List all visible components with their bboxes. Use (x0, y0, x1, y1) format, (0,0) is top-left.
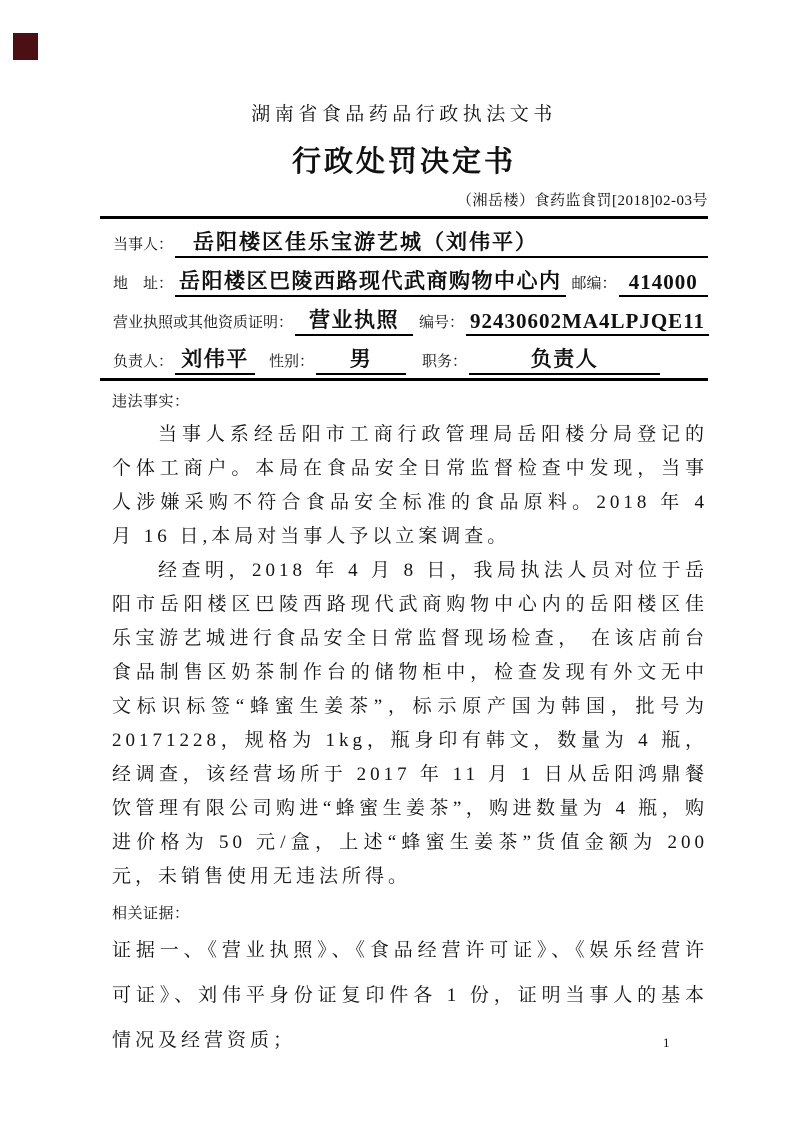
postcode-label: 邮编： (571, 276, 617, 292)
address-value: 岳阳楼区巴陵西路现代武商购物中心内 (175, 270, 566, 297)
position-label: 职务： (422, 354, 468, 370)
section-label-evidence: 相关证据： (112, 906, 190, 922)
form-row-party (100, 219, 708, 258)
license-label: 营业执照或其他资质证明： (113, 315, 294, 331)
bottom-divider (100, 378, 708, 381)
form-row-person (100, 336, 708, 375)
address-label: 地 址： (113, 276, 174, 292)
document-number: （湘岳楼）食药监食罚[2018]02-03号 (457, 193, 708, 209)
page-number: 1 (663, 1035, 670, 1050)
facts-paragraph-2: 经查明，2018 年 4 月 8 日，我局执法人员对位于岳阳市岳阳楼区巴陵西路现代武商购物中心内的岳阳楼区佳乐宝游艺城进行食品安全日常监督现场检查， 在该店前台食品制售区奶茶制作台的储物柜中，检查发现有外文无中文标识标签“蜂蜜生姜茶”，标示原产国为韩国，批号为 20171228，规格为 1kg，瓶身印有韩文，数量为 4 瓶，经调查，该经营场所于 2017 年 11 月 1 日从岳阳鸿鼎餐饮管理有限公司购进“蜂蜜生姜茶”，购进数量为 4 瓶，购进价格为 50 元/盒，上述“蜂蜜生姜茶”货值金额为 200 元，未销售使用无违法所得。 (112, 560, 708, 887)
party-label: 当事人： (113, 237, 174, 253)
position-value: 负责人 (469, 348, 660, 375)
evidence-paragraph-1: 证据一、《营业执照》、《食品经营许可证》、《娱乐经营许可证》、刘伟平身份证复印件各 1 份，证明当事人的基本情况及经营资质； (112, 940, 708, 1051)
postcode-value: 414000 (619, 270, 708, 297)
party-value: 岳阳楼区佳乐宝游艺城（刘伟平） (175, 231, 708, 258)
document-title: 行政处罚决定书 (291, 146, 516, 178)
facts-paragraph-1: 当事人系经岳阳市工商行政管理局岳阳楼分局登记的个体工商户。本局在食品安全日常监督检查中发现，当事人涉嫌采购不符合食品安全标准的食品原料。2018 年 4 月 16 日,本局对当事人予以立案调查。 (112, 424, 708, 547)
gender-label: 性别： (269, 354, 315, 370)
person-label: 负责人： (113, 354, 174, 370)
license-number-label: 编号： (419, 315, 465, 331)
form-row-address (100, 258, 708, 297)
form-row-license (100, 297, 708, 336)
scan-mark (13, 33, 38, 60)
section-label-violation-facts: 违法事实： (112, 394, 190, 410)
document-content (100, 99, 708, 1063)
person-value: 刘伟平 (175, 348, 255, 375)
license-value: 营业执照 (295, 309, 413, 336)
license-number-value: 92430602MA4LPJQE11 (466, 309, 709, 336)
gender-value: 男 (316, 348, 406, 375)
document-category-heading: 湖南省食品药品行政执法文书 (251, 104, 557, 125)
